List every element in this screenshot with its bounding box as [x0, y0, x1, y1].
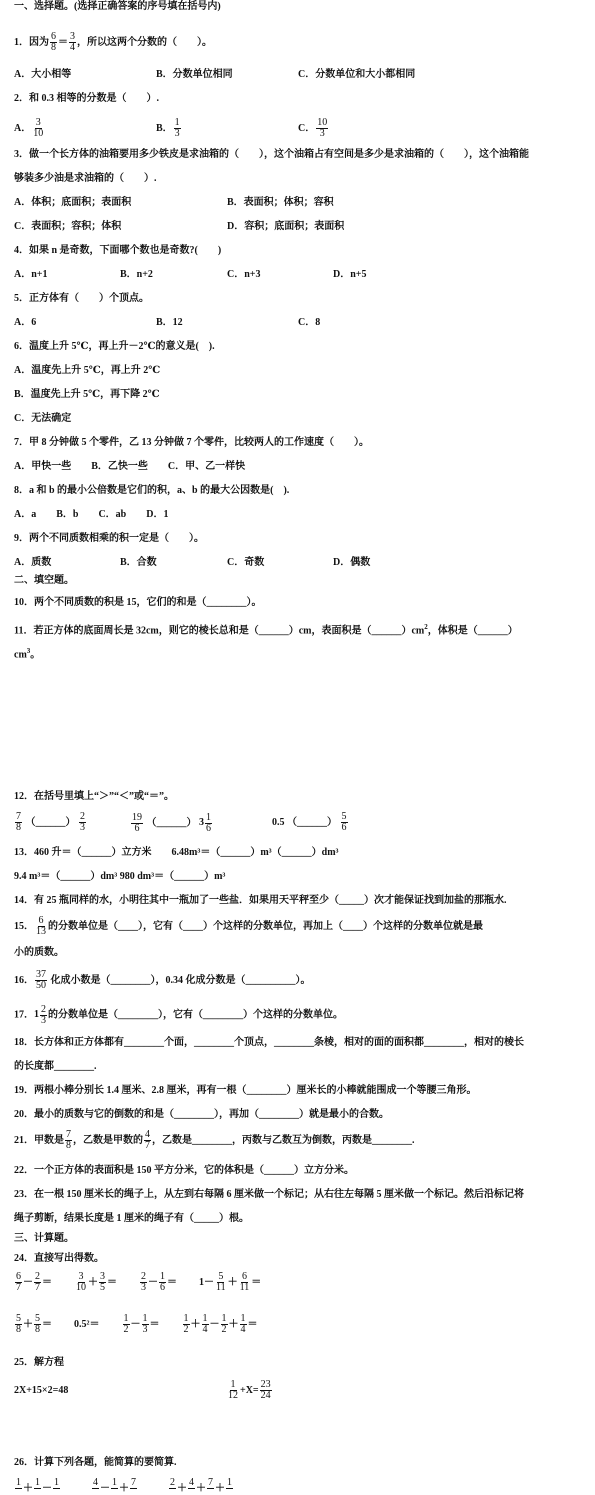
question-21: 21．甲数是 $\frac{7}{8}$ ，乙数是甲数的 $\frac{4}{7}$ ，乙数是________，丙数与乙数互为倒数，丙数是________.: [14, 1129, 415, 1152]
operator: ＝: [149, 1319, 160, 1330]
question-4: 4．如果 n 是奇数，下面哪个数也是奇数?( ): [14, 245, 222, 256]
operator: ＝: [167, 1277, 177, 1288]
option-c: C． $\frac{10}{3}$: [298, 117, 328, 139]
fraction: 7: [131, 1477, 136, 1489]
option-a: A．体积；底面积；表面积: [14, 197, 132, 208]
expression: [199, 1270, 261, 1296]
expression: [168, 1476, 234, 1495]
question-18-cont: 的长度都________.: [14, 1061, 97, 1072]
operator: +X=: [240, 1385, 259, 1396]
question-22: 22．一个正方体的表面积是 150 平方分米，它的体积是（______）立方分米。: [14, 1165, 354, 1176]
fraction: $\frac{1}{6}$: [160, 1271, 165, 1294]
option-a: A．大小相等: [14, 69, 72, 80]
operator: ＋: [227, 1277, 238, 1288]
fraction: 1: [227, 1477, 232, 1489]
question-18: 18．长方体和正方体都有________个面，________个顶点，________条棱，相对的面的面积都________，相对的棱长: [14, 1037, 524, 1048]
fraction: $\frac{6}{11}$: [239, 1271, 250, 1294]
expression: [14, 1476, 61, 1495]
expression: [122, 1312, 160, 1338]
option-b: B．n+2: [120, 269, 153, 280]
fraction: $\frac{2}{7}$: [35, 1271, 40, 1294]
equation-1: 2X+15×2=48: [14, 1385, 69, 1396]
question-12: 12．在括号里填上“＞”“＜”或“＝”。: [14, 791, 174, 802]
fraction: 1: [112, 1477, 117, 1489]
operator: －: [148, 1277, 158, 1288]
question-19: 19．两根小棒分别长 1.4 厘米、2.8 厘米，再有一根（________）厘米长的小棒就能围成一个等腰三角形。: [14, 1085, 477, 1096]
fraction: 2: [170, 1477, 175, 1489]
option-d: D．n+5: [333, 269, 367, 280]
fraction: $\frac{1}{3}$: [142, 1313, 148, 1336]
operator: ＋: [196, 1483, 206, 1494]
options-row: A．甲快一些 B．乙快一些 C．甲、乙一样快: [14, 461, 246, 472]
option-d: D．容积；底面积；表面积: [227, 221, 345, 232]
operator: ＋: [23, 1483, 33, 1494]
option-a: A．n+1: [14, 269, 48, 280]
question-14: 14．有 25 瓶同样的水，小明往其中一瓶加了一些盐．如果用天平秤至少（_____）次才能保证找到加盐的那瓶水.: [14, 895, 507, 906]
option-c: C．8: [298, 317, 321, 328]
question-13-cont: 9.4 m³＝（______）dm³ 980 dm³＝（______）m³: [14, 871, 226, 882]
fraction: $\frac{1}{2}$: [183, 1313, 189, 1336]
option-b: B．表面积；体积；容积: [227, 197, 334, 208]
fraction: 4: [93, 1477, 98, 1489]
fraction: $\frac{6}{7}$: [16, 1271, 21, 1294]
fraction: $\frac{1}{4}$: [202, 1313, 208, 1336]
operator: －: [23, 1277, 33, 1288]
operator: ＋: [119, 1483, 129, 1494]
operator: ＝: [247, 1319, 258, 1330]
fraction: $\frac{5}{8}$: [35, 1313, 40, 1336]
question-11-cont: $cm^3$。: [14, 647, 41, 661]
question-23-cont: 绳子剪断，结果长度是 1 厘米的绳子有（_____）根。: [14, 1213, 249, 1224]
calc-row-2: [14, 1312, 278, 1338]
question-8: 8．a 和 b 的最小公倍数是它们的积，a、b 的最大公因数是( ).: [14, 485, 290, 496]
question-15-cont: 小的质数。: [14, 947, 64, 958]
operator: ＋: [23, 1319, 33, 1330]
fraction: $\frac{1}{2}$: [123, 1313, 129, 1336]
operator: －: [100, 1483, 110, 1494]
fraction: $\frac{5}{11}$: [216, 1271, 226, 1294]
question-10: 10．两个不同质数的积是 15，它们的和是（________）。: [14, 597, 262, 608]
operator: －: [130, 1319, 141, 1330]
comparison-row: 0.5 （______） $\frac{5}{6}$: [272, 811, 347, 834]
option-b: B．12: [156, 317, 183, 328]
question-5: 5．正方体有（ ）个顶点。: [14, 293, 149, 304]
question-1: 1．因为 $\frac{6}{8}$ ＝ $\frac{3}{4}$ ，所以这两个分数的（ ）。: [14, 31, 212, 53]
expression: [74, 1312, 100, 1338]
option-b: B．温度先上升 5℃，再下降 2℃: [14, 389, 160, 400]
calc-row-1: [14, 1270, 281, 1296]
fraction: 1: [54, 1477, 59, 1489]
option-a: A．温度先上升 5℃，再上升 2℃: [14, 365, 161, 376]
expression: [182, 1312, 258, 1338]
option-d: D．偶数: [333, 557, 371, 568]
option-c: C．分数单位和大小都相同: [298, 69, 416, 80]
question-20: 20．最小的质数与它的倒数的和是（________），再加（________）就是最小的合数。: [14, 1109, 389, 1120]
question-13: 13．460 升＝（______）立方米 6.48m³＝（______）m³（______）dm³: [14, 847, 339, 858]
expression: [139, 1270, 177, 1296]
option-a: A．质数: [14, 557, 52, 568]
question-23: 23．在一根 150 厘米长的绳子上，从左到右每隔 6 厘米做一个标记；从右往左每隔 5 厘米做一个标记。然后沿标记将: [14, 1189, 524, 1200]
option-c: C．n+3: [227, 269, 261, 280]
question-25: 25．解方程: [14, 1357, 64, 1368]
fraction: $\frac{23}{24}$: [260, 1379, 271, 1402]
operator: ＝: [251, 1277, 262, 1288]
option-b: B． $\frac{1}{3}$: [156, 117, 180, 139]
expression: [14, 1270, 52, 1296]
expression: [226, 1379, 273, 1402]
operator: ＋: [177, 1483, 187, 1494]
operator: 1－: [199, 1277, 214, 1288]
operator: －: [209, 1319, 220, 1330]
operator: ＝: [42, 1277, 52, 1288]
operator: －: [42, 1483, 52, 1494]
fraction: $\frac{3}{10}$: [76, 1271, 86, 1294]
question-16: 16． $\frac{37}{50}$ 化成小数是（________），0.34 化成分数是（__________）。: [14, 969, 311, 992]
fraction: 4: [189, 1477, 194, 1489]
section-heading: 三、计算题。: [14, 1233, 74, 1244]
fraction: $\frac{5}{8}$: [16, 1313, 21, 1336]
fraction: 1: [16, 1477, 21, 1489]
expression: [14, 1312, 52, 1338]
question-24: 24．直接写出得数。: [14, 1253, 104, 1264]
comparison-row: $\frac{7}{8}$ （______） $\frac{2}{3}$: [16, 811, 85, 834]
operator: ＋: [215, 1483, 225, 1494]
comparison-row: $\frac{19}{6}$ （______） 3 1 6: [132, 811, 211, 834]
section-heading: 二、填空题。: [14, 575, 74, 586]
question-15: 15． $\frac{6}{13}$ 的分数单位是（____），它有（____）个这样的分数单位，再加上（____）个这样的分数单位就是最: [14, 915, 483, 938]
options-row: A．a B．b C．ab D．1: [14, 509, 169, 520]
question-3: 3．做一个长方体的油箱要用多少铁皮是求油箱的（ ），这个油箱占有空间是多少是求油箱的（ ），这个油箱能: [14, 149, 529, 160]
operator: ＝: [42, 1319, 52, 1330]
operator: ＋: [228, 1319, 239, 1330]
question-11: 11．若正方体的底面周长是 32cm，则它的棱长总和是（______）cm，表面积是$(\_\_\_\_\_\_)cm^2$，体积是（______）: [14, 623, 518, 637]
option-c: C．表面积；容积；体积: [14, 221, 122, 232]
option-c: C．奇数: [227, 557, 265, 568]
fraction: $\frac{3}{4}$: [70, 31, 75, 53]
fraction: $\frac{3}{5}$: [100, 1271, 105, 1294]
question-26: 26．计算下列各题，能简算的要简算.: [14, 1457, 177, 1468]
fraction: 1: [35, 1477, 40, 1489]
operator: ＋: [88, 1277, 98, 1288]
operator: 0.5²＝: [74, 1319, 100, 1330]
equation-2: [226, 1378, 273, 1404]
question-3-cont: 够装多少油是求油箱的（ ）.: [14, 173, 157, 184]
question-7: 7．甲 8 分钟做 5 个零件，乙 13 分钟做 7 个零件，比较两人的工作速度（ ）。: [14, 437, 369, 448]
option-a: A．6: [14, 317, 37, 328]
option-b: B．分数单位相同: [156, 69, 233, 80]
calc-row-26: [14, 1476, 254, 1495]
question-9: 9．两个不同质数相乘的积一定是（ ）。: [14, 533, 204, 544]
fraction: $\frac{6}{8}$: [51, 31, 56, 53]
question-6: 6．温度上升 5℃，再上升－2℃的意义是( ).: [14, 341, 215, 352]
option-c: C．无法确定: [14, 413, 72, 424]
fraction: 7: [208, 1477, 213, 1489]
expression: [91, 1476, 138, 1495]
operator: ＋: [190, 1319, 201, 1330]
operator: ＝: [107, 1277, 117, 1288]
question-17: 17． 1 2 3 的分数单位是（________），它有（________）个这样的分数单位。: [14, 1003, 343, 1026]
section-heading: 一、选择题。(选择正确答案的序号填在括号内): [14, 1, 221, 12]
question-2: 2．和 0.3 相等的分数是（ ）.: [14, 93, 159, 104]
option-a: A． $\frac{3}{10}$: [14, 117, 44, 139]
fraction: $\frac{2}{3}$: [141, 1271, 146, 1294]
fraction: $\frac{1}{2}$: [221, 1313, 227, 1336]
fraction: $\frac{1}{4}$: [240, 1313, 246, 1336]
expression: [74, 1270, 117, 1296]
option-b: B．合数: [120, 557, 157, 568]
fraction: $\frac{1}{12}$: [228, 1379, 238, 1402]
